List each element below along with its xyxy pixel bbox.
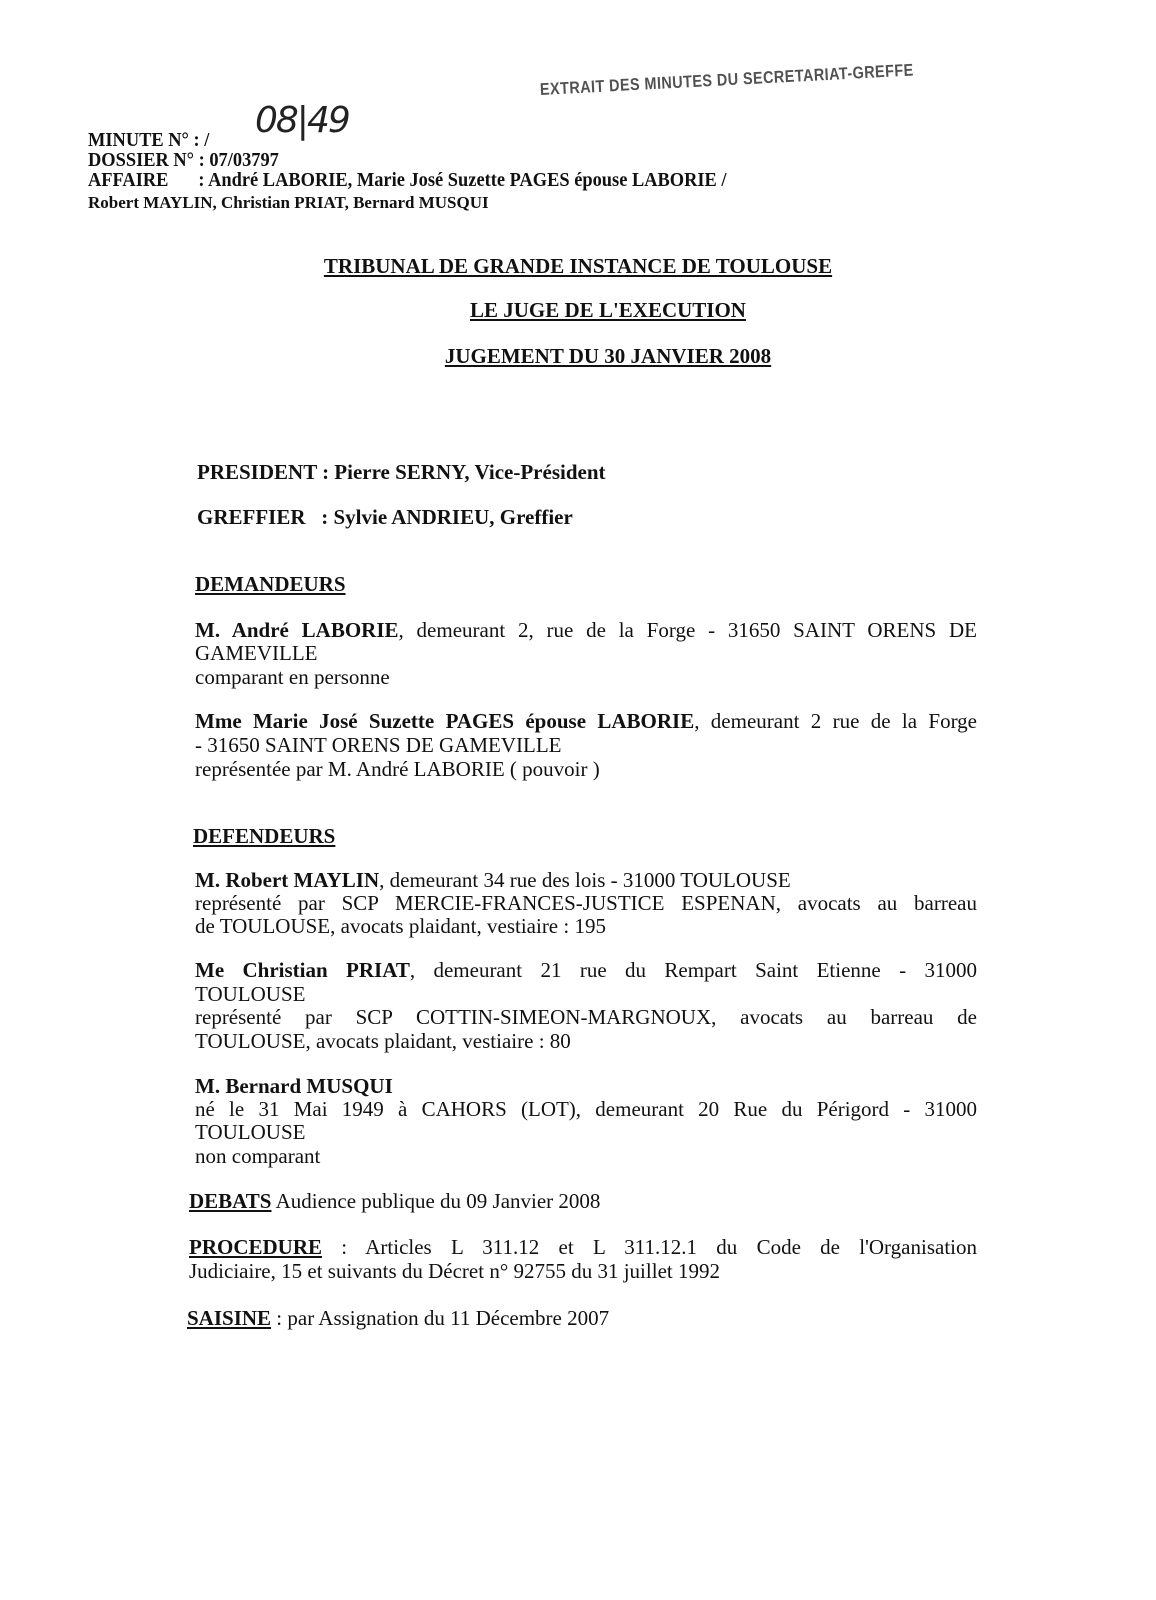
party-line: TOULOUSE <box>195 982 306 1006</box>
affaire-parties: Robert MAYLIN, Christian PRIAT, Bernard MUSQUI <box>88 193 489 212</box>
saisine-line <box>187 1306 609 1330</box>
party-line: de TOULOUSE, avocats plaidant, vestiaire : 195 <box>195 914 606 938</box>
party-line <box>195 618 977 642</box>
title-row <box>0 254 1156 278</box>
greffier: GREFFIER : Sylvie ANDRIEU, Greffier <box>197 505 573 529</box>
party-name: M. Bernard MUSQUI <box>195 1074 393 1098</box>
party-line: comparant en personne <box>195 665 390 689</box>
party-line: représenté par SCP COTTIN-SIMEON-MARGNOUX, avocats au barreau de <box>195 1005 977 1029</box>
procedure-line <box>189 1235 977 1259</box>
defendeurs-heading: DEFENDEURS <box>193 824 336 848</box>
party-line: TOULOUSE, avocats plaidant, vestiaire : 80 <box>195 1029 571 1053</box>
party-name: Me Christian PRIAT <box>195 958 410 982</box>
party-line: représentée par M. André LABORIE ( pouvoir ) <box>195 757 600 781</box>
party-name: M. André LABORIE <box>195 618 399 642</box>
procedure-text: : Articles L 311.12 et L 311.12.1 du Code de l'Organisation <box>322 1235 977 1259</box>
title-row <box>30 344 1156 368</box>
debats-label: DEBATS <box>189 1189 272 1213</box>
party-line <box>195 958 977 982</box>
jugement-title: JUGEMENT DU 30 JANVIER 2008 <box>444 344 772 368</box>
party-line: - 31650 SAINT ORENS DE GAMEVILLE <box>195 733 562 757</box>
dossier-number: DOSSIER N° : 07/03797 <box>88 149 279 171</box>
party-line <box>195 868 791 892</box>
saisine-label: SAISINE <box>187 1306 272 1330</box>
party-line: GAMEVILLE <box>195 641 318 665</box>
tribunal-title: TRIBUNAL DE GRANDE INSTANCE DE TOULOUSE <box>323 254 833 278</box>
party-name: M. Robert MAYLIN <box>195 868 380 892</box>
affaire-label: AFFAIRE <box>88 169 169 191</box>
procedure-label: PROCEDURE <box>189 1235 323 1259</box>
saisine-text: : par Assignation du 11 Décembre 2007 <box>271 1306 610 1330</box>
party-address: , demeurant 21 rue du Rempart Saint Etienne - 31000 <box>409 958 977 982</box>
handwritten-minute-number: 08|49 <box>255 100 349 141</box>
party-address: , demeurant 2 rue de la Forge <box>694 709 977 733</box>
party-line: représenté par SCP MERCIE-FRANCES-JUSTICE ESPENAN, avocats au barreau <box>195 891 977 915</box>
title-row <box>30 298 1156 322</box>
party-address: , demeurant 34 rue des lois - 31000 TOULOUSE <box>379 868 791 892</box>
party-line: non comparant <box>195 1144 321 1168</box>
affaire-line <box>88 168 727 192</box>
greffe-stamp: EXTRAIT DES MINUTES DU SECRETARIAT-GREFFE <box>539 60 915 99</box>
affaire-value: : André LABORIE, Marie José Suzette PAGES épouse LABORIE / <box>198 169 727 191</box>
minute-label: MINUTE N° : / <box>88 129 210 151</box>
party-address: , demeurant 2, rue de la Forge - 31650 SAINT ORENS DE <box>398 618 977 642</box>
president: PRESIDENT : Pierre SERNY, Vice-Président <box>197 460 606 484</box>
juge-title: LE JUGE DE L'EXECUTION <box>470 298 746 322</box>
party-name: Mme Marie José Suzette PAGES épouse LABORIE <box>195 709 695 733</box>
debats-text: Audience publique du 09 Janvier 2008 <box>271 1189 601 1213</box>
demandeurs-heading: DEMANDEURS <box>195 572 346 596</box>
party-line: TOULOUSE <box>195 1120 306 1144</box>
party-line: né le 31 Mai 1949 à CAHORS (LOT), demeurant 20 Rue du Périgord - 31000 <box>195 1097 977 1121</box>
debats-line <box>189 1189 600 1213</box>
party-line <box>195 709 977 733</box>
procedure-line-2: Judiciaire, 15 et suivants du Décret n° 92755 du 31 juillet 1992 <box>189 1259 720 1283</box>
